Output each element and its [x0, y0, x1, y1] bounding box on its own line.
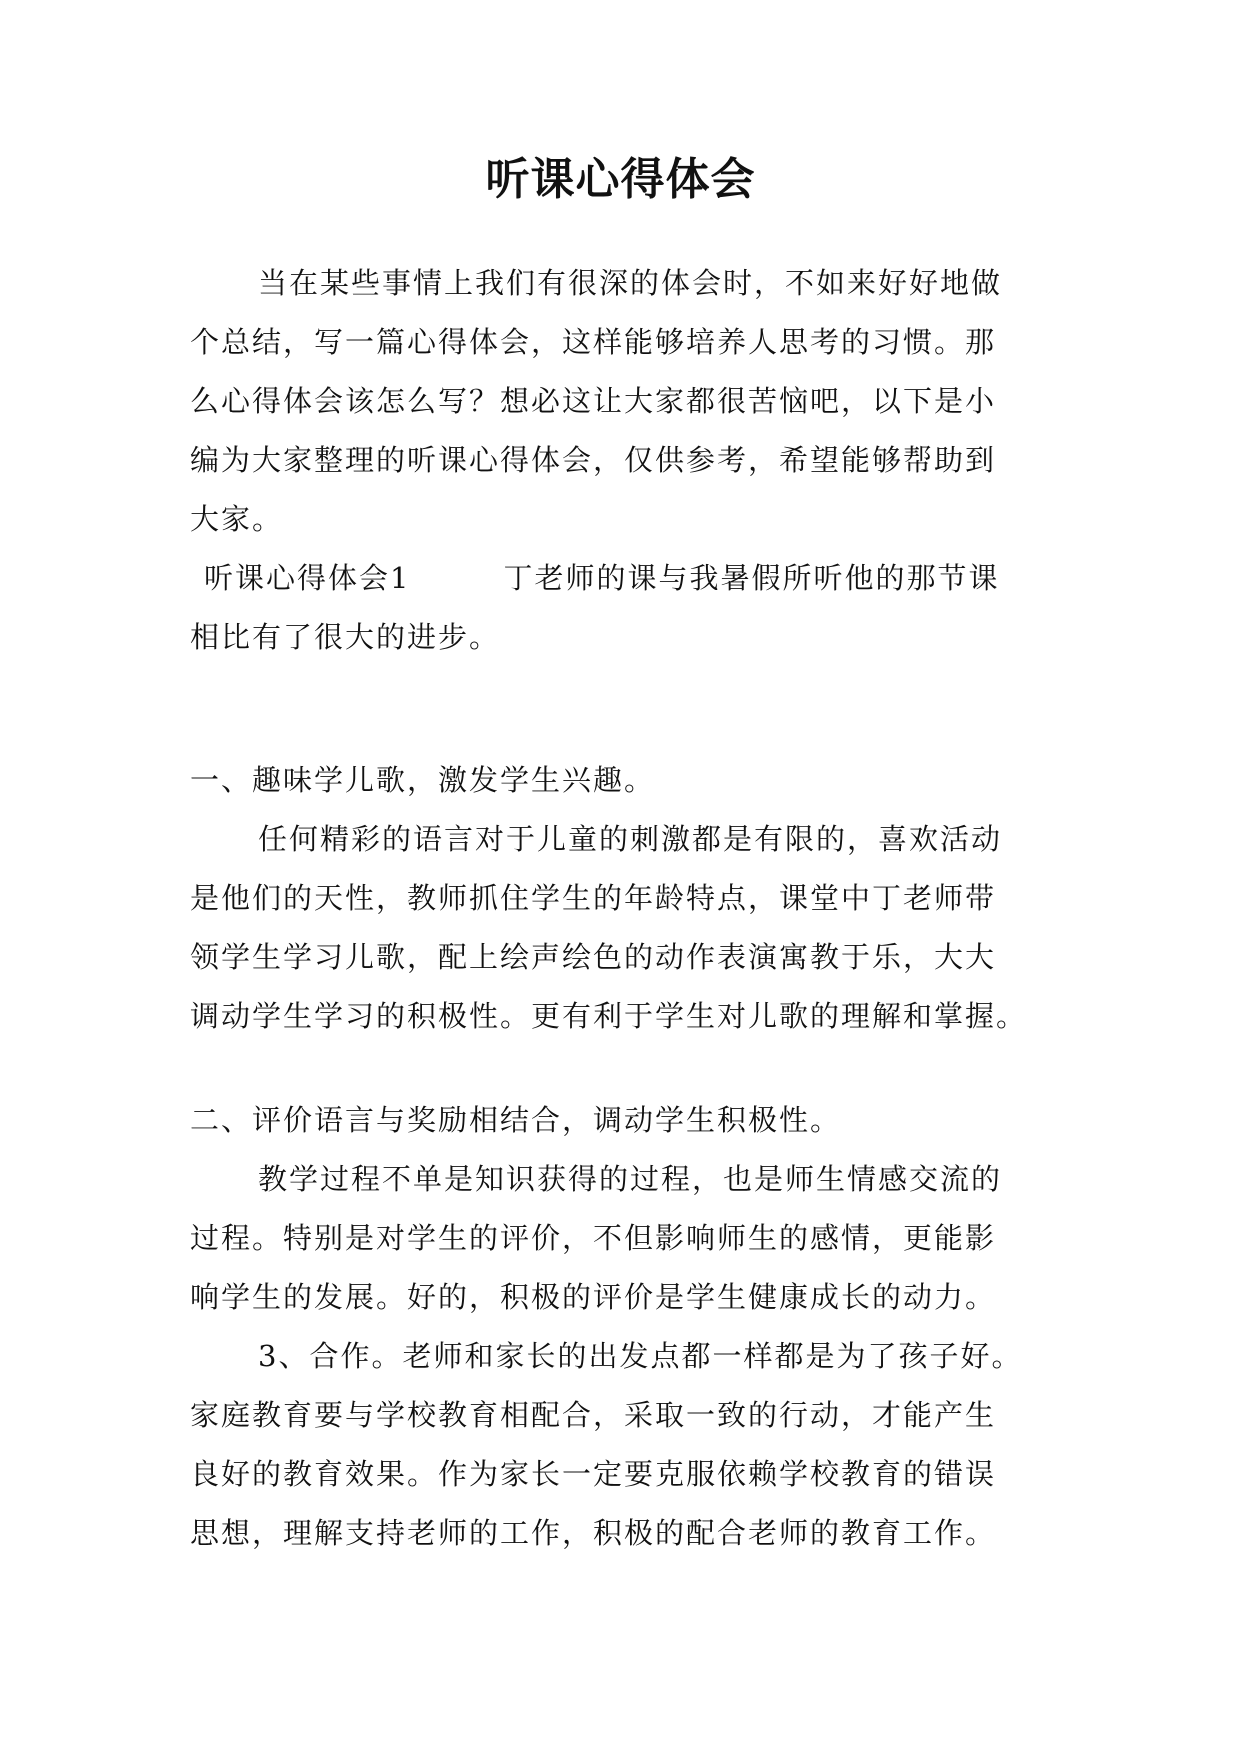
text-line: 良好的教育效果。作为家长一定要克服依赖学校教育的错误 — [190, 1457, 997, 1491]
text-line: 任何精彩的语言对于儿童的刺激都是有限的，喜欢活动 — [258, 822, 1003, 856]
text-line: 思想，理解支持老师的工作，积极的配合老师的教育工作。 — [190, 1516, 997, 1550]
text-line: 么心得体会该怎么写？想必这让大家都很苦恼吧，以下是小 — [190, 384, 997, 418]
text-line: 调动学生学习的积极性。更有利于学生对儿歌的理解和掌握。 — [190, 999, 1028, 1033]
text-line: 是他们的天性，教师抓住学生的年龄特点，课堂中丁老师带 — [190, 881, 997, 915]
document-title: 听课心得体会 — [485, 154, 756, 205]
text-line: 教学过程不单是知识获得的过程，也是师生情感交流的 — [258, 1162, 1003, 1196]
text-line: 当在某些事情上我们有很深的体会时，不如来好好地做 — [258, 266, 1003, 300]
section-two — [190, 1091, 1050, 1563]
text-line: 家庭教育要与学校教育相配合，采取一致的行动，才能产生 — [190, 1398, 997, 1432]
text-line: 领学生学习儿歌，配上绘声绘色的动作表演寓教于乐，大大 — [190, 940, 997, 974]
text-line: 听课心得体会1 丁老师的课与我暑假所听他的那节课 — [204, 561, 1000, 595]
text-line: 编为大家整理的听课心得体会，仅供参考，希望能够帮助到 — [190, 443, 997, 477]
text-line: 响学生的发展。好的，积极的评价是学生健康成长的动力。 — [190, 1280, 997, 1314]
text-line: 大家。 — [190, 502, 284, 536]
text-line: 过程。特别是对学生的评价，不但影响师生的感情，更能影 — [190, 1221, 997, 1255]
intro-paragraph — [190, 254, 1050, 667]
section-heading: 二、评价语言与奖励相结合，调动学生积极性。 — [190, 1103, 842, 1137]
section-heading: 一、趣味学儿歌，激发学生兴趣。 — [190, 763, 656, 797]
text-line: 个总结，写一篇心得体会，这样能够培养人思考的习惯。那 — [190, 325, 997, 359]
text-line: 相比有了很大的进步。 — [190, 620, 501, 654]
text-line: 3、合作。老师和家长的出发点都一样都是为了孩子好。 — [258, 1339, 1023, 1373]
section-one — [190, 751, 1050, 1046]
